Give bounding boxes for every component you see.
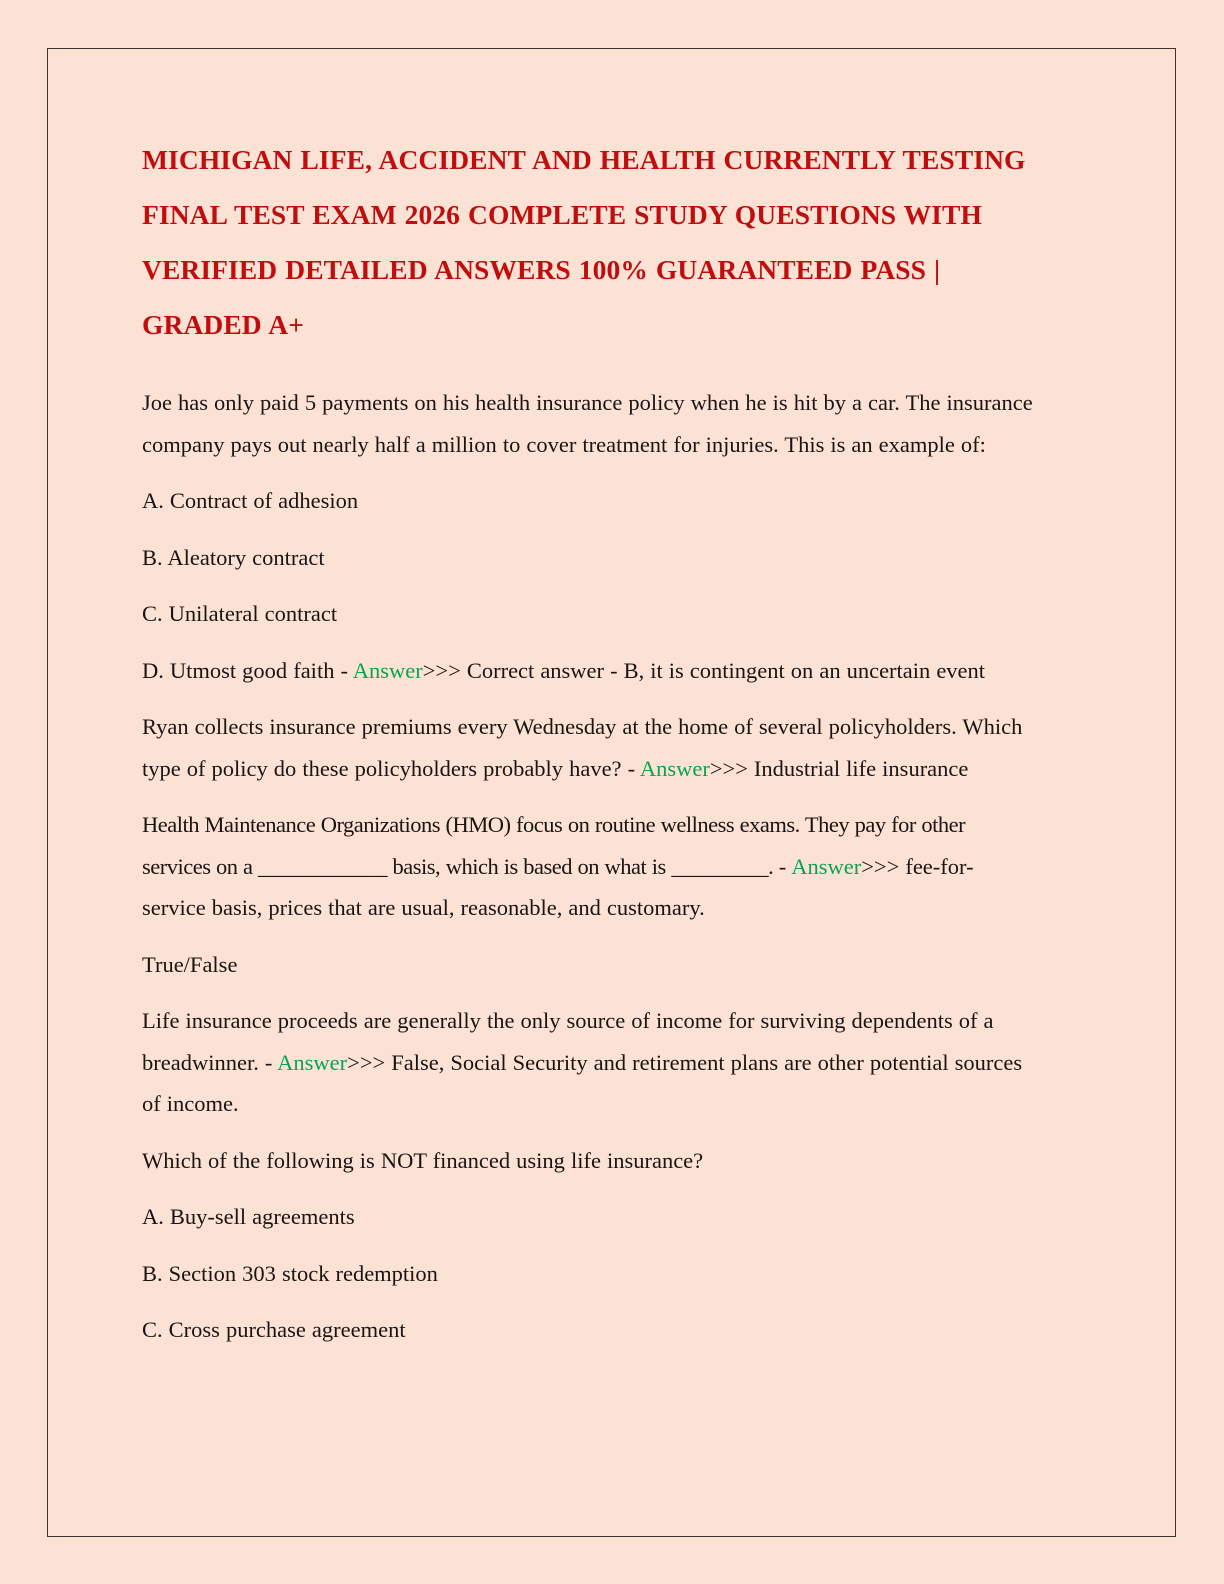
question-5-stem: Which of the following is NOT financed using life insurance?: [142, 1147, 704, 1173]
question-2-answer: [142, 706, 1034, 789]
answer-body-text: >>> fee-for-service basis, prices that are usual, reasonable, and customary.: [142, 853, 974, 920]
answer-body-text: >>> False, Social Security and retirement plans are other potential sources of income.: [142, 1049, 1023, 1116]
question-1-option-b: B. Aleatory contract: [142, 544, 325, 570]
answer-prefix-text: Ryan collects insurance premiums every Wednesday at the home of several policyholders. Which type of policy do these policyholders probably have? -: [142, 714, 1023, 781]
answer-body-text: >>> Correct answer - B, it is contingent on an uncertain event: [422, 657, 986, 683]
question-5-option-a: A. Buy-sell agreements: [142, 1204, 355, 1229]
answer-prefix-text: Health Maintenance Organizations (HMO) focus on routine wellness exams. They pay for other services on a ____________ basis, which is based on what is _________. -: [142, 812, 966, 879]
question-1-option-a: A. Contract of adhesion: [142, 488, 359, 513]
question-1-stem: Joe has only paid 5 payments on his health insurance policy when he is hit by a car. The insurance company pays out nearly half a million to cover treatment for injuries. This is an example of:: [142, 390, 1033, 457]
document-content: [142, 132, 1034, 1351]
question-3-answer: [142, 804, 1034, 929]
answer-prefix-text: Life insurance proceeds are generally the only source of income for surviving dependents of a breadwinner. -: [142, 1008, 994, 1075]
question-4-heading: True/False: [142, 951, 238, 977]
answer-label: Answer: [791, 853, 862, 879]
question-5-option-c: C. Cross purchase agreement: [142, 1317, 406, 1342]
answer-body-text: >>> Industrial life insurance: [709, 755, 969, 781]
question-1-option-c: C. Unilateral contract: [142, 601, 338, 626]
question-1-option-d-answer: [142, 650, 1034, 692]
page-title: MICHIGAN LIFE, ACCIDENT AND HEALTH CURRENTLY TESTING FINAL TEST EXAM 2026 COMPLETE STUDY QUESTIONS WITH VERIFIED DETAILED ANSWERS 100% GUARANTEED PASS | GRADED A+: [142, 144, 1026, 340]
answer-label: Answer: [277, 1049, 348, 1075]
question-4-answer: [142, 1000, 1034, 1125]
answer-label: Answer: [352, 657, 423, 683]
answer-label: Answer: [639, 755, 710, 781]
question-5-option-b: B. Section 303 stock redemption: [142, 1260, 438, 1286]
answer-prefix-text: D. Utmost good faith -: [142, 657, 353, 683]
